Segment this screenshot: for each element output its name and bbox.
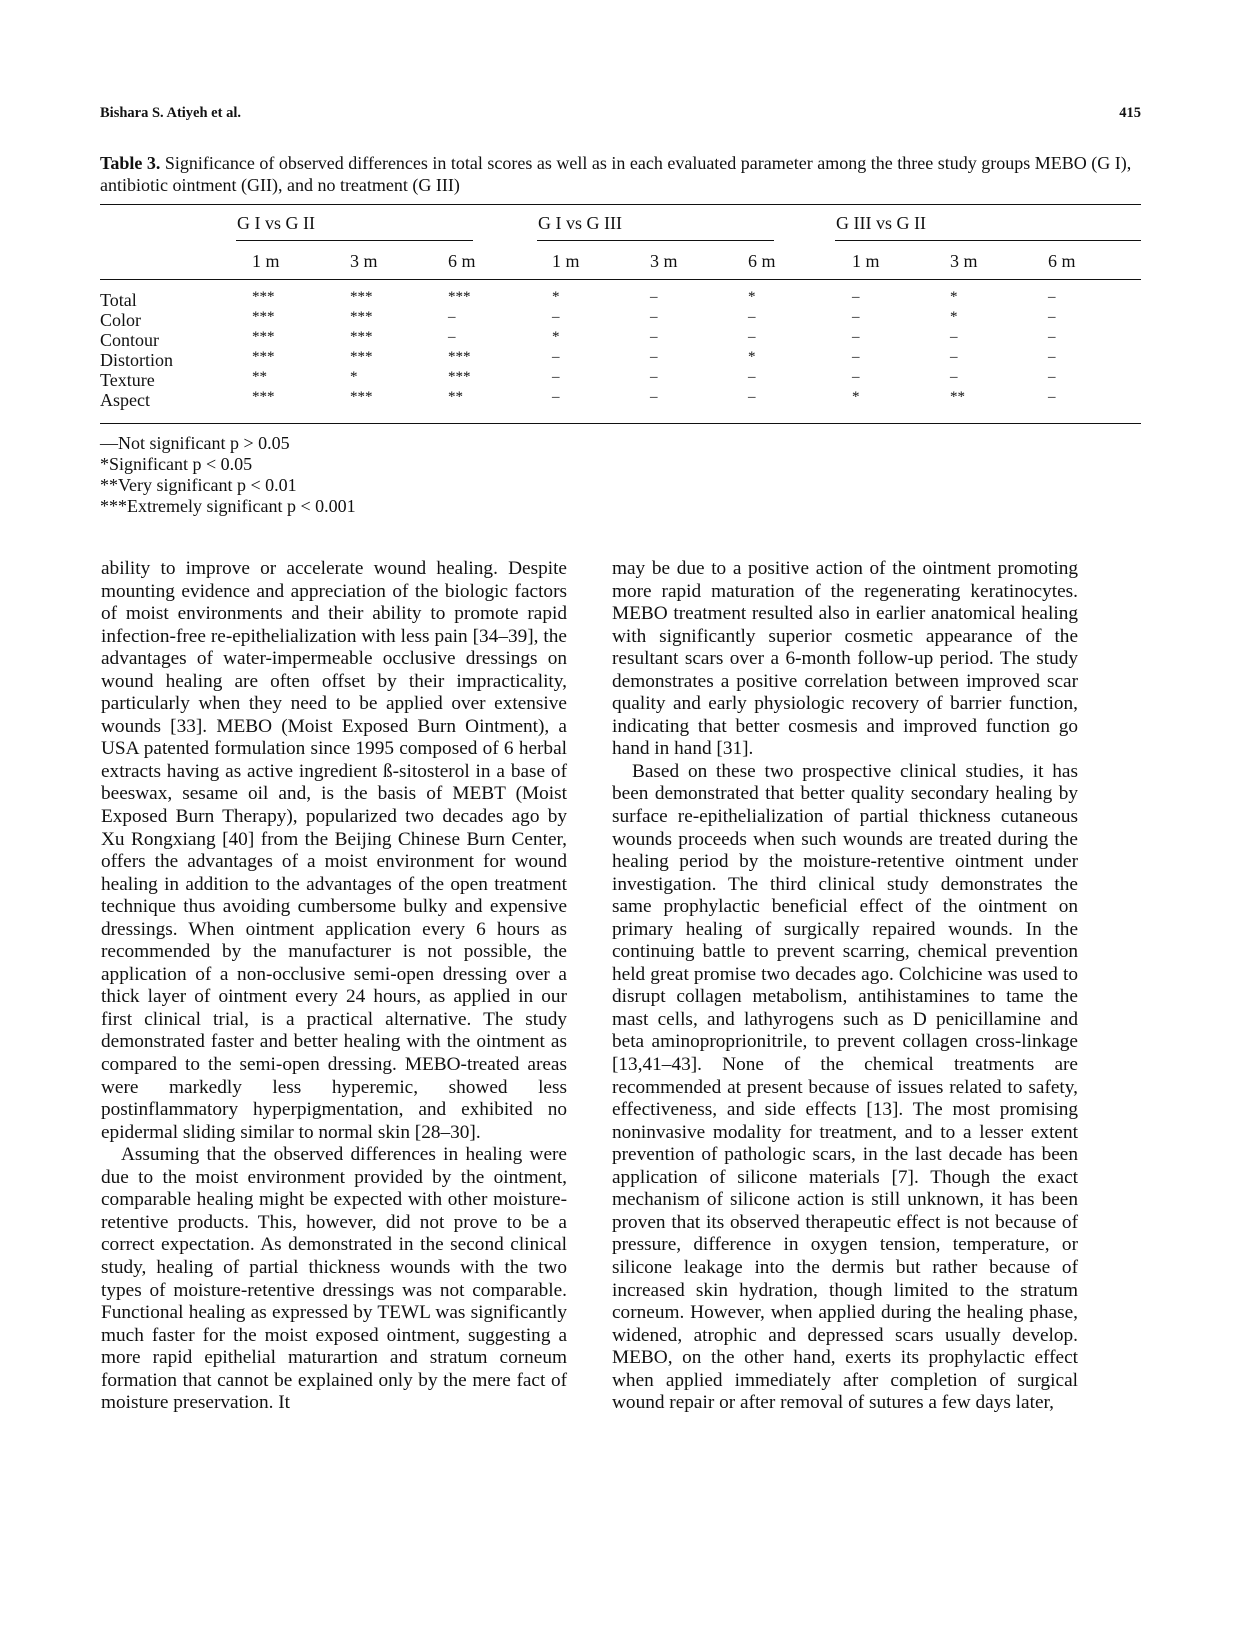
table-cell: – xyxy=(950,329,958,345)
running-header xyxy=(100,105,1141,122)
table-cell: * xyxy=(748,289,756,305)
table-cell: – xyxy=(950,369,958,385)
table-cell: – xyxy=(748,309,756,325)
table-cell: * xyxy=(552,289,560,305)
month-header: 1 m xyxy=(552,251,580,271)
footnote: *Significant p < 0.05 xyxy=(100,454,253,474)
table-cell: – xyxy=(1048,389,1056,405)
table-footnotes xyxy=(100,433,356,517)
row-label: Texture xyxy=(100,370,155,390)
table-bottom-rule xyxy=(100,423,1141,424)
month-header: 6 m xyxy=(748,251,776,271)
footnote: ***Extremely significant p < 0.001 xyxy=(100,496,356,516)
table-cell: – xyxy=(650,369,658,385)
table-caption-text: Significance of observed differences in total scores as well as in each evaluated parameter among the three study groups MEBO (G I), antibiotic ointment (GII), and no treatment (G III) xyxy=(100,153,1132,195)
body-paragraph: Based on these two prospective clinical studies, it has been demonstrated that better quality secondary healing by surface re-epithelialization of partial thickness cutaneous wounds proceeds when such wounds are treated during the healing period by the moisture-retentive ointment under investigation. The third clinical study demonstrates the same prophylactic beneficial effect of the ointment on primary healing of surgically repaired wounds. In the continuing battle to prevent scarring, chemical prevention held great promise two decades ago. Colchicine was used to disrupt collagen metabolism, antihistamines to tame the mast cells, and lathyrogens such as D penicillamine and beta aminoproprionitrile, to prevent collagen cross-linkage [13,41–43]. None of the chemical treatments are recommended at present because of issues related to safety, effectiveness, and side effects [13]. The most promising noninvasive modality for treatment, and to a lesser extent prevention of pathologic scars, in the last decade has been application of silicone materials [7]. Though the exact mechanism of silicone action is still unknown, it has been proven that its observed therapeutic effect is not because of pressure, difference in oxygen tension, temperature, or silicone leakage into the dermis but rather because of increased skin hydration, though limited to the stratum corneum. However, when applied during the healing phase, widened, atrophic and depressed scars usually develop. MEBO, on the other hand, exerts its prophylactic effect when applied immediately after completion of surgical wound repair or after removal of sutures a few days later, xyxy=(612,760,1078,1414)
table-cell: – xyxy=(650,349,658,365)
body-column-right xyxy=(612,558,1078,1415)
table-cell: – xyxy=(852,289,860,305)
group-3-rule xyxy=(835,240,1141,241)
table-cell: – xyxy=(1048,369,1056,385)
table-cell: *** xyxy=(350,309,373,325)
table-cell: * xyxy=(950,309,958,325)
table-cell: – xyxy=(1048,349,1056,365)
month-header: 1 m xyxy=(852,251,880,271)
group-1-rule xyxy=(236,240,473,241)
table-cell: *** xyxy=(252,289,275,305)
group-2-rule xyxy=(537,240,774,241)
footnote: —Not significant p > 0.05 xyxy=(100,433,290,453)
row-label: Contour xyxy=(100,330,160,350)
table-cell: – xyxy=(552,369,560,385)
table-cell: *** xyxy=(252,349,275,365)
table-cell: *** xyxy=(350,329,373,345)
month-header: 6 m xyxy=(1048,251,1076,271)
table-cell: ** xyxy=(252,369,267,385)
table-cell: *** xyxy=(448,369,471,385)
table-caption xyxy=(100,152,1140,196)
group-header-3: G III vs G II xyxy=(836,213,926,233)
table-cell: – xyxy=(650,329,658,345)
header-authors: Bishara S. Atiyeh et al. xyxy=(100,105,241,121)
table-label: Table 3. xyxy=(100,153,161,173)
table-cell: – xyxy=(552,349,560,365)
table-cell: – xyxy=(1048,309,1056,325)
table-cell: – xyxy=(852,309,860,325)
table-cell: – xyxy=(1048,329,1056,345)
table-cell: * xyxy=(552,329,560,345)
table-cell: *** xyxy=(448,349,471,365)
table-cell: * xyxy=(852,389,860,405)
table-top-rule xyxy=(100,204,1141,205)
table-cell: *** xyxy=(252,329,275,345)
table-cell: – xyxy=(852,329,860,345)
row-label: Total xyxy=(100,290,137,310)
group-header-1: G I vs G II xyxy=(237,213,315,233)
body-paragraph: may be due to a positive action of the ointment promoting more rapid maturation of the regenerating keratinocytes. MEBO treatment resulted also in earlier anatomical healing with significantly superior cosmetic appearance of the resultant scars over a 6-month follow-up period. The study demonstrates a positive correlation between improved scar quality and early physiologic recovery of barrier function, indicating that better cosmesis and improved function go hand in hand [31]. xyxy=(612,558,1078,760)
table-cell: – xyxy=(748,329,756,345)
body-column-left xyxy=(101,558,567,1415)
table-cell: – xyxy=(650,309,658,325)
table-cell: – xyxy=(1048,289,1056,305)
table-cell: – xyxy=(448,329,456,345)
table-cell: * xyxy=(950,289,958,305)
table-header-rule xyxy=(100,279,1141,280)
row-label: Color xyxy=(100,310,142,330)
table-cell: *** xyxy=(252,309,275,325)
body-paragraph: ability to improve or accelerate wound healing. Despite mounting evidence and appreciation of the biologic factors of moist environments and their ability to promote rapid infection-free re-epithelialization with less pain [34–39], the advantages of water-impermeable occlusive dressings on wound healing are often offset by their impracticality, particularly when they need to be applied over extensive wounds [33]. MEBO (Moist Exposed Burn Ointment), a USA patented formulation since 1995 composed of 6 herbal extracts having as active ingredient ß-sitosterol in a base of beeswax, sesame oil and, is the basis of MEBT (Moist Exposed Burn Therapy), popularized two decades ago by Xu Rongxiang [40] from the Beijing Chinese Burn Center, offers the advantages of a moist environment for wound healing in addition to the advantages of the open treatment technique thus avoiding cumbersome bulky and expensive dressings. When ointment application every 6 hours as recommended by the manufacturer is not possible, the application of a non-occlusive semi-open dressing over a thick layer of ointment every 24 hours, as applied in our first clinical trial, is a practical alternative. The study demonstrated faster and better healing with the ointment as compared to the semi-open dressing. MEBO-treated areas were markedly less hyperemic, showed less postinflammatory hyperpigmentation, and exhibited no epidermal sliding similar to normal skin [28–30]. xyxy=(101,558,567,1143)
table-cell: – xyxy=(748,389,756,405)
table-cell: * xyxy=(748,349,756,365)
month-header: 6 m xyxy=(448,251,476,271)
table-cell: – xyxy=(650,389,658,405)
table-cell: *** xyxy=(252,389,275,405)
row-label: Distortion xyxy=(100,350,174,370)
table-cell: – xyxy=(748,369,756,385)
page-number: 415 xyxy=(1119,105,1141,121)
body-paragraph: Assuming that the observed differences in healing were due to the moist environment provided by the ointment, comparable healing might be expected with other moisture-retentive products. This, however, did not prove to be a correct expectation. As demonstrated in the second clinical study, healing of partial thickness wounds with the two types of moisture-retentive dressings was not comparable. Functional healing as expressed by TEWL was significantly much faster for the moist exposed ointment, suggesting a more rapid epithelial maturartion and stratum corneum formation that cannot be explained only by the mere fact of moisture preservation. It xyxy=(101,1144,567,1414)
table-cell: ** xyxy=(448,389,463,405)
table-cell: – xyxy=(852,349,860,365)
table-cell: *** xyxy=(350,289,373,305)
month-header: 1 m xyxy=(252,251,280,271)
table-cell: – xyxy=(950,349,958,365)
month-header: 3 m xyxy=(650,251,678,271)
table-cell: – xyxy=(552,389,560,405)
group-header-2: G I vs G III xyxy=(538,213,622,233)
table-cell: *** xyxy=(448,289,471,305)
table-cell: – xyxy=(650,289,658,305)
month-header: 3 m xyxy=(350,251,378,271)
table-cell: *** xyxy=(350,389,373,405)
table-cell: – xyxy=(552,309,560,325)
table-cell: – xyxy=(448,309,456,325)
table-cell: ** xyxy=(950,389,965,405)
row-label: Aspect xyxy=(100,390,150,410)
footnote: **Very significant p < 0.01 xyxy=(100,475,297,495)
table-cell: * xyxy=(350,369,358,385)
table-cell: – xyxy=(852,369,860,385)
month-header: 3 m xyxy=(950,251,978,271)
table-cell: *** xyxy=(350,349,373,365)
